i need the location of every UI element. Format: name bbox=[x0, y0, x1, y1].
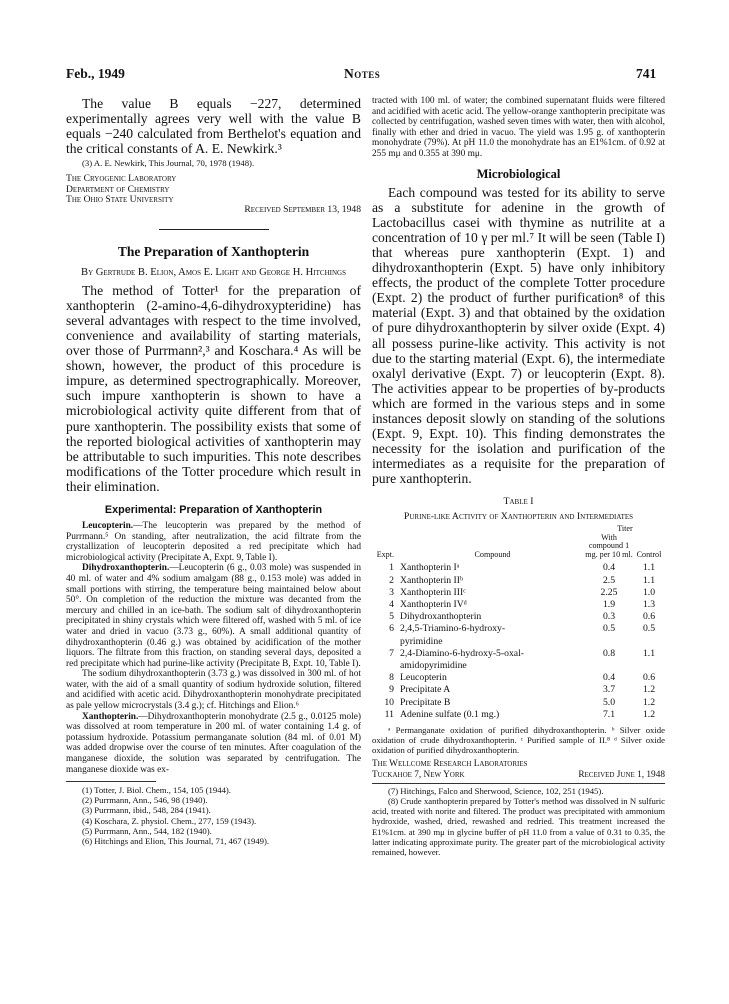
sodium-salt-paragraph: The sodium dihydroxanthopterin (3.73 g.) was dissolved in 300 ml. of hot water, with the aid of a small quantity of sodium hydroxide solution, filtered and acidified with acetic acid. Dihydroxanthopterin monohydrate precipitated as pale yellow microcrystals (3.4 g.); cf. Hitchings and Elion.⁶ bbox=[66, 669, 361, 712]
affiliation: The Wellcome Research Laboratories Tuckahoe 7, New York Received June 1, 1948 bbox=[372, 759, 665, 780]
footnote: (3) Purrmann, ibid., 548, 284 (1941). bbox=[82, 805, 211, 816]
table-row: 3 Xanthopterin IIIᶜ 2.25 1.0 bbox=[389, 586, 656, 598]
table-row: 5 Dihydroxanthopterin 0.3 0.6 bbox=[389, 611, 656, 623]
table-row: 2 Xanthopterin IIᵇ 2.5 1.1 bbox=[389, 574, 656, 586]
table-row: 8 Leucopterin 0.4 0.6 bbox=[389, 672, 656, 684]
footnote: (5) Purrmann, Ann., 544, 182 (1940). bbox=[82, 825, 212, 836]
table-row: 9 Precipitate A 3.7 1.2 bbox=[389, 684, 656, 696]
table-row: 7 2,4-Diamino-6-hydroxy-5-oxal-amidopyrimidine 0.8 1.1 bbox=[389, 647, 656, 672]
authors: By Gertrude B. Elion, Amos E. Light and George H. Hitchings bbox=[81, 266, 346, 278]
running-header-section: Notes bbox=[344, 66, 381, 81]
intro-paragraph: The method of Totter¹ for the preparation of xanthopterin (2-amino-4,6-dihydroxypteridine) has several advantages with respect to the time involved, convenience and availability of starting materials, over those of Purrmann²,³ and Koschara.⁴ As will be shown, however, the product of this procedure is impure, as determined spectrographically. Moreover, such impure xanthopterin is shown to have a microbiological activity quite different from that of pure xanthopterin. The possibility exists that some of the reported biological activities of xanthopterin may be attributable to such impurities. This note describes modifications of the Totter procedure which result in their elimination. bbox=[66, 282, 361, 494]
footnote-divider bbox=[66, 781, 156, 782]
column-header-compound: Compound bbox=[474, 549, 511, 559]
table-notes: ᵃ Permanganate oxidation of purified dihydroxanthopterin. ᵇ Silver oxide oxidation of crude dihydroxanthopterin. ᶜ Purified sample of II.⁸ ᵈ Silver oxide oxidation of purified dihydroxanthopterin. bbox=[372, 725, 665, 756]
table-row: 4 Xanthopterin IVᵈ 1.9 1.3 bbox=[389, 599, 656, 611]
footnote-3: (3) A. E. Newkirk, This Journal, 70, 1978 (1948). bbox=[82, 158, 255, 169]
experimental-heading: Experimental: Preparation of Xanthopterin bbox=[104, 503, 323, 516]
footnotes bbox=[66, 785, 361, 846]
footnote-8: (8) Crude xanthopterin prepared by Totter's method was dissolved in N sulfuric acid, treated with norite and filtered. The product was precipitated with ammonium hydroxide, washed, dried, rewashed and redried. This treatment increased the E1%1cm. at 390 mμ in glycine buffer of pH 11.0 from a value of 0.31 to 0.35, the latter indicating approximate purity. The greater part of the microbiological activity remained, however. bbox=[372, 796, 665, 857]
continued-paragraph: tracted with 100 ml. of water; the combined supernatant fluids were filtered and acidified with acetic acid. The yellow-orange xanthopterin precipitate was collected by centrifugation, washed seven times with water, then with alcohol, finally with ether and dried in vacuo. The yield was 1.95 g. of xanthopterin monohydrate (79%). At pH 11.0 the monohydrate has an E1%1cm. of 0.92 at 255 mμ and 0.355 at 390 mμ. bbox=[372, 96, 665, 159]
table-row: 1 Xanthopterin Iᵃ 0.4 1.1 bbox=[389, 562, 656, 574]
continued-paragraph: The value B equals −227, determined experimentally agrees very well with the value B equals −240 calculated from Berthelot's equation and the critical constants of A. E. Newkirk.³ bbox=[66, 96, 361, 157]
affiliation: The Cryogenic Laboratory Department of Chemistry The Ohio State University Received September 13, 1948 bbox=[66, 173, 361, 216]
page-number: 741 bbox=[636, 66, 657, 81]
column-header-titer: Titer bbox=[617, 524, 633, 534]
column-header-control: Control bbox=[636, 549, 662, 559]
microbiological-paragraph: Each compound was tested for its ability to serve as a substitute for adenine in the growth of Lactobacillus casei with thymine as nutrilite at a concentration of 10 γ per ml.⁷ It will be seen (Table I) that whereas pure xanthopterin (Expt. 1) and dihydroxanthopterin (Expt. 5) have only inhibitory effects, the product of the complete Totter procedure (Expt. 2) the product of further purification⁸ of this material (Expt. 3) and that obtained by the oxidation of pure dihydroxanthopterin by silver oxide (Expt. 4) all possess purine-like activity. This activity is not due to the starting material (Expt. 6), the intermediate oxalyl derivative (Expt. 7) or leucopterin (Expt. 8). The activities appear to be properties of by-products which are formed in the various steps and in some instances deposit slowly on standing of the solutions (Expt. 9, Expt. 10). This finding demonstrates the necessity for the isolation and purification of the intermediates as a requisite for the preparation of pure xanthopterin. bbox=[372, 184, 665, 487]
table-row: 6 2,4,5-Triamino-6-hydroxy-pyrimidine 0.5 0.5 bbox=[389, 623, 656, 647]
left-column bbox=[66, 96, 361, 846]
xanthopterin-paragraph: Xanthopterin.—Dihydroxanthopterin monohydrate (2.5 g., 0.0125 mole) was dissolved at room temperature in 200 ml. of water containing 1.4 g. of potassium hydroxide. Potassium permanganate solution (84 ml. of 0.01 M) was added dropwise over the course of ten minutes. After coagulation of the manganese dioxide, the solution was separated by centrifugation. The manganese dioxide was ex- bbox=[66, 711, 361, 775]
article-title: The Preparation of Xanthopterin bbox=[117, 243, 310, 259]
column-header-with-compound: With compound 1 mg. per 10 ml. bbox=[585, 532, 633, 559]
microbiological-heading: Microbiological bbox=[476, 166, 561, 181]
footnote: (4) Koschara, Z. physiol. Chem., 277, 159 (1943). bbox=[82, 815, 257, 826]
footnote: (1) Totter, J. Biol. Chem., 154, 105 (1944). bbox=[82, 785, 231, 796]
table-row: 11 Adenine sulfate (0.1 mg.) 7.1 1.2 bbox=[384, 708, 656, 720]
running-header-date: Feb., 1949 bbox=[66, 66, 125, 81]
leucopterin-paragraph: Leucopterin.—The leucopterin was prepared by the method of Purrmann.⁵ On standing, after neutralization, the acid filtrate from the crystallization of leucopterin deposited a red precipitate which had microbiological activity (Precipitate A, Expt. 9, Table I). bbox=[66, 520, 361, 563]
footnote-7: (7) Hitchings, Falco and Sherwood, Science, 102, 251 (1945). bbox=[388, 786, 604, 797]
footnote: (6) Hitchings and Elion, This Journal, 71, 467 (1949). bbox=[82, 835, 270, 846]
footnote-divider bbox=[372, 783, 665, 784]
table-row: 10 Precipitate B 5.0 1.2 bbox=[384, 696, 656, 708]
right-column bbox=[372, 96, 665, 857]
table-label: Table I bbox=[503, 496, 534, 508]
footnote: (2) Purrmann, Ann., 546, 98 (1940). bbox=[82, 795, 208, 806]
data-table bbox=[372, 525, 665, 721]
column-header-expt: Expt. bbox=[376, 549, 394, 559]
dihydroxanthopterin-paragraph: Dihydroxanthopterin.—Leucopterin (6 g., 0.03 mole) was suspended in 40 ml. of water and 4% sodium amalgam (88 g., 0.153 mole) was added in small portions with stirring, the temperature being maintained below about 50°. On completion of the reduction the mixture was decanted from the mercury and chilled in an ice-bath. The sodium salt of dihydroxanthopterin precipitated in shiny crystals which were filtered off, washed with 5 ml. of ice water and dried in vacuo (3.73 g., 60%). A small additional quantity of dihydroxanthopterin (0.46 g.) was obtained by acidification of the mother liquors. The filtrate from this fraction, on standing several days, deposited a red precipitate which had purine-like activity (Precipitate B, Expt. 10, Table I). bbox=[66, 563, 361, 669]
divider bbox=[159, 229, 269, 230]
table-title: Purine-like Activity of Xanthopterin and Intermediates bbox=[403, 511, 634, 523]
